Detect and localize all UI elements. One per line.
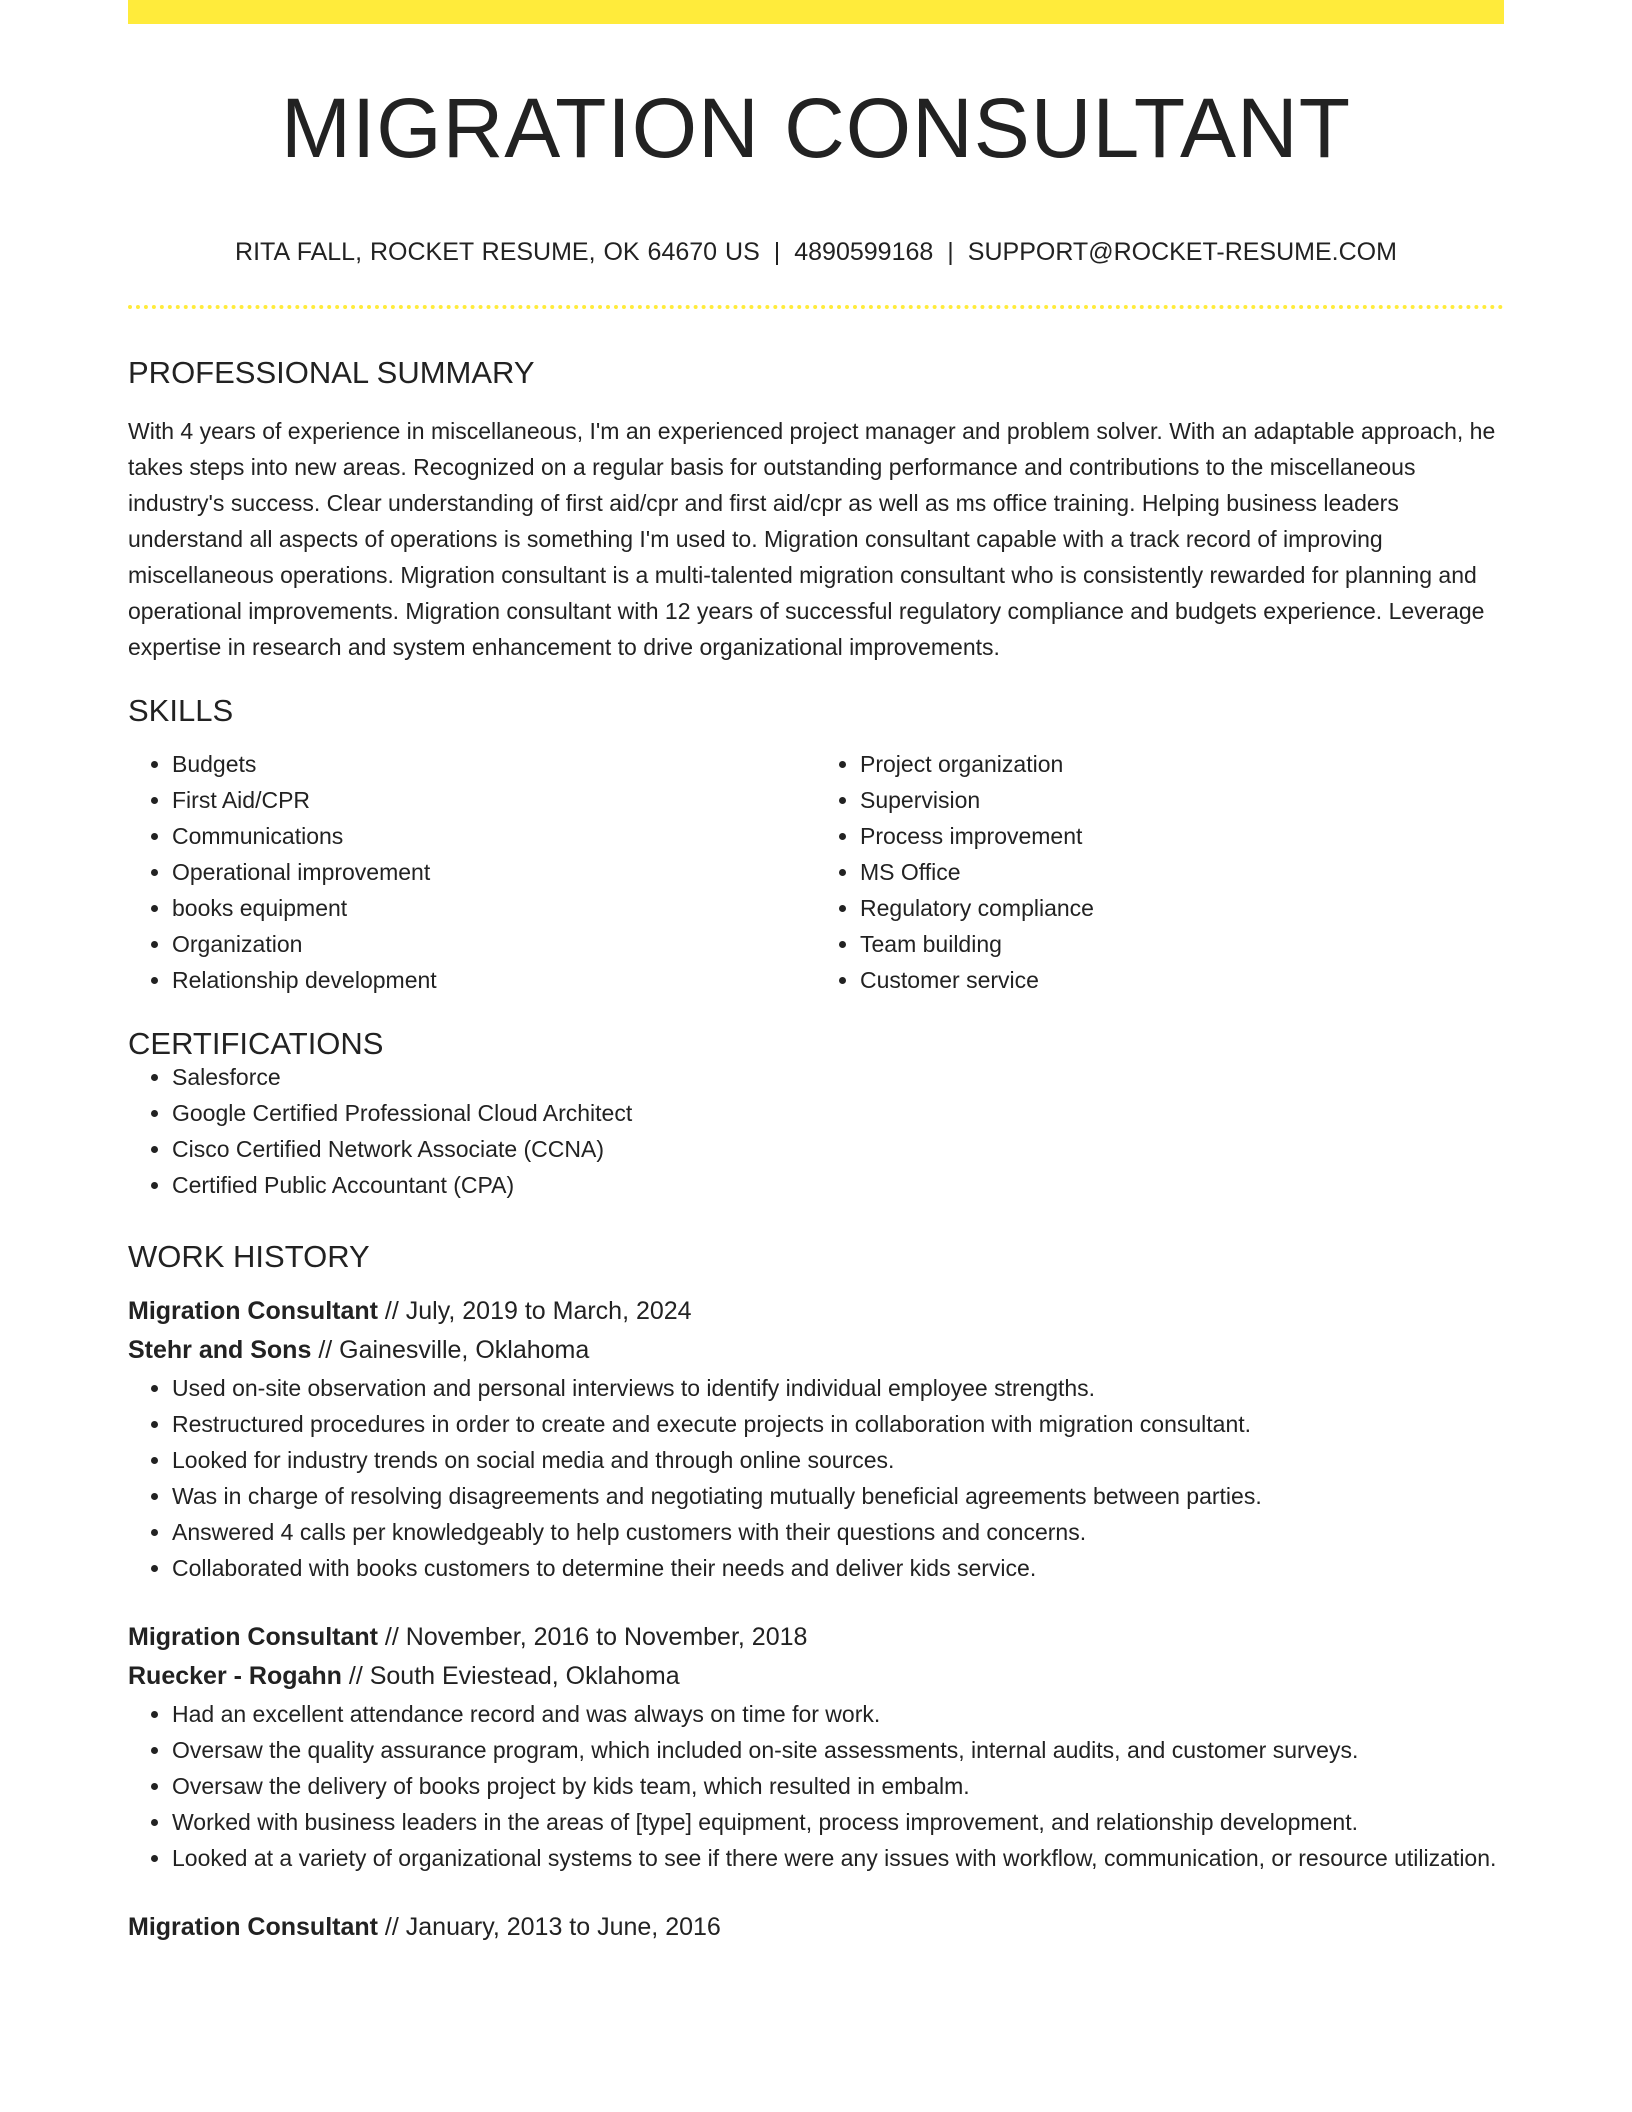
- certification-item: • Certified Public Accountant (CPA): [172, 1167, 1504, 1203]
- job-bullet: • Had an excellent attendance record and was always on time for work.: [172, 1696, 1504, 1732]
- job-entry: [128, 1618, 1504, 1876]
- job-entry: [128, 1292, 1504, 1586]
- job-title: Migration Consultant: [128, 1913, 378, 1941]
- job-title-line: [128, 1292, 1504, 1331]
- work-history-heading: WORK HISTORY: [128, 1239, 370, 1274]
- job-location: // Gainesville, Oklahoma: [311, 1336, 590, 1364]
- job-bullet-list: [128, 1696, 1504, 1876]
- contact-address: RITA FALL, ROCKET RESUME, OK 64670 US: [235, 238, 760, 266]
- skill-item: • First Aid/CPR: [172, 782, 816, 818]
- job-entry: [128, 1908, 1504, 1947]
- skill-item: • Relationship development: [172, 962, 816, 998]
- skill-item: • Communications: [172, 818, 816, 854]
- job-bullet: • Looked for industry trends on social media and through online sources.: [172, 1442, 1504, 1478]
- certification-item: • Google Certified Professional Cloud Architect: [172, 1095, 1504, 1131]
- skill-item: • Regulatory compliance: [860, 890, 1504, 926]
- certifications-list: [128, 1059, 1504, 1203]
- skill-item: • Operational improvement: [172, 854, 816, 890]
- skills-list-left: [128, 746, 816, 998]
- certifications-heading: CERTIFICATIONS: [128, 1026, 384, 1061]
- skill-item: • Budgets: [172, 746, 816, 782]
- job-bullet: • Used on-site observation and personal interviews to identify individual employee strengths.: [172, 1370, 1504, 1406]
- job-title: Migration Consultant: [128, 1623, 378, 1651]
- job-company-line: [128, 1657, 1504, 1696]
- job-dates: // January, 2013 to June, 2016: [377, 1913, 721, 1941]
- skill-item: • MS Office: [860, 854, 1504, 890]
- skill-item: • Team building: [860, 926, 1504, 962]
- skill-item: • Project organization: [860, 746, 1504, 782]
- contact-line: [128, 240, 1504, 265]
- contact-separator: |: [947, 238, 954, 266]
- job-bullet-list: [128, 1370, 1504, 1586]
- job-bullet: • Oversaw the delivery of books project by kids team, which resulted in embalm.: [172, 1768, 1504, 1804]
- contact-phone: 4890599168: [794, 238, 934, 266]
- job-bullet: • Restructured procedures in order to create and execute projects in collaboration with migration consultant.: [172, 1406, 1504, 1442]
- dotted-divider: [128, 305, 1504, 309]
- skill-item: • Organization: [172, 926, 816, 962]
- job-title: Migration Consultant: [128, 1297, 378, 1325]
- summary-text: With 4 years of experience in miscellaneous, I'm an experienced project manager and problem solver. With an adaptable approach, he takes steps into new areas. Recognized on a regular basis for outstanding performance and contributions to the miscellaneous industry's success. Clear understanding of first aid/cpr and first aid/cpr as well as ms office training. Helping business leaders understand all aspects of operations is something I'm used to. Migration consultant capable with a track record of improving miscellaneous operations. Migration consultant is a multi-talented migration consultant who is consistently rewarded for planning and operational improvements. Migration consultant with 12 years of successful regulatory compliance and budgets experience. Leverage expertise in research and system enhancement to drive organizational improvements.: [128, 418, 1496, 660]
- certification-item: • Salesforce: [172, 1059, 1504, 1095]
- contact-separator: |: [773, 238, 781, 266]
- skill-item: • books equipment: [172, 890, 816, 926]
- skill-item: • Process improvement: [860, 818, 1504, 854]
- top-accent-bar: [128, 0, 1504, 24]
- job-bullet: • Answered 4 calls per knowledgeably to help customers with their questions and concerns.: [172, 1514, 1504, 1550]
- resume-page: [128, 0, 1504, 1947]
- skills-list-right: [816, 746, 1504, 998]
- job-bullet: • Oversaw the quality assurance program, which included on-site assessments, internal audits, and customer surveys.: [172, 1732, 1504, 1768]
- summary-heading: PROFESSIONAL SUMMARY: [128, 355, 535, 390]
- job-title-line: [128, 1908, 1504, 1947]
- job-bullet: • Was in charge of resolving disagreements and negotiating mutually beneficial agreements between parties.: [172, 1478, 1504, 1514]
- job-dates: // November, 2016 to November, 2018: [377, 1623, 808, 1651]
- job-title-line: [128, 1618, 1504, 1657]
- contact-email: SUPPORT@ROCKET-RESUME.COM: [967, 238, 1397, 266]
- job-dates: // July, 2019 to March, 2024: [377, 1297, 692, 1325]
- job-company: Ruecker - Rogahn: [128, 1662, 342, 1690]
- job-location: // South Eviestead, Oklahoma: [341, 1662, 680, 1690]
- skill-item: • Customer service: [860, 962, 1504, 998]
- skills-heading: SKILLS: [128, 693, 234, 728]
- job-bullet: • Worked with business leaders in the areas of [type] equipment, process improvement, and relationship development.: [172, 1804, 1504, 1840]
- job-bullet: • Collaborated with books customers to determine their needs and deliver kids service.: [172, 1550, 1504, 1586]
- page-title: MIGRATION CONSULTANT: [281, 81, 1351, 175]
- skill-item: • Supervision: [860, 782, 1504, 818]
- certification-item: • Cisco Certified Network Associate (CCNA): [172, 1131, 1504, 1167]
- job-company: Stehr and Sons: [128, 1336, 312, 1364]
- job-company-line: [128, 1331, 1504, 1370]
- job-bullet: • Looked at a variety of organizational systems to see if there were any issues with workflow, communication, or resource utilization.: [172, 1840, 1504, 1876]
- skills-columns: [128, 746, 1504, 998]
